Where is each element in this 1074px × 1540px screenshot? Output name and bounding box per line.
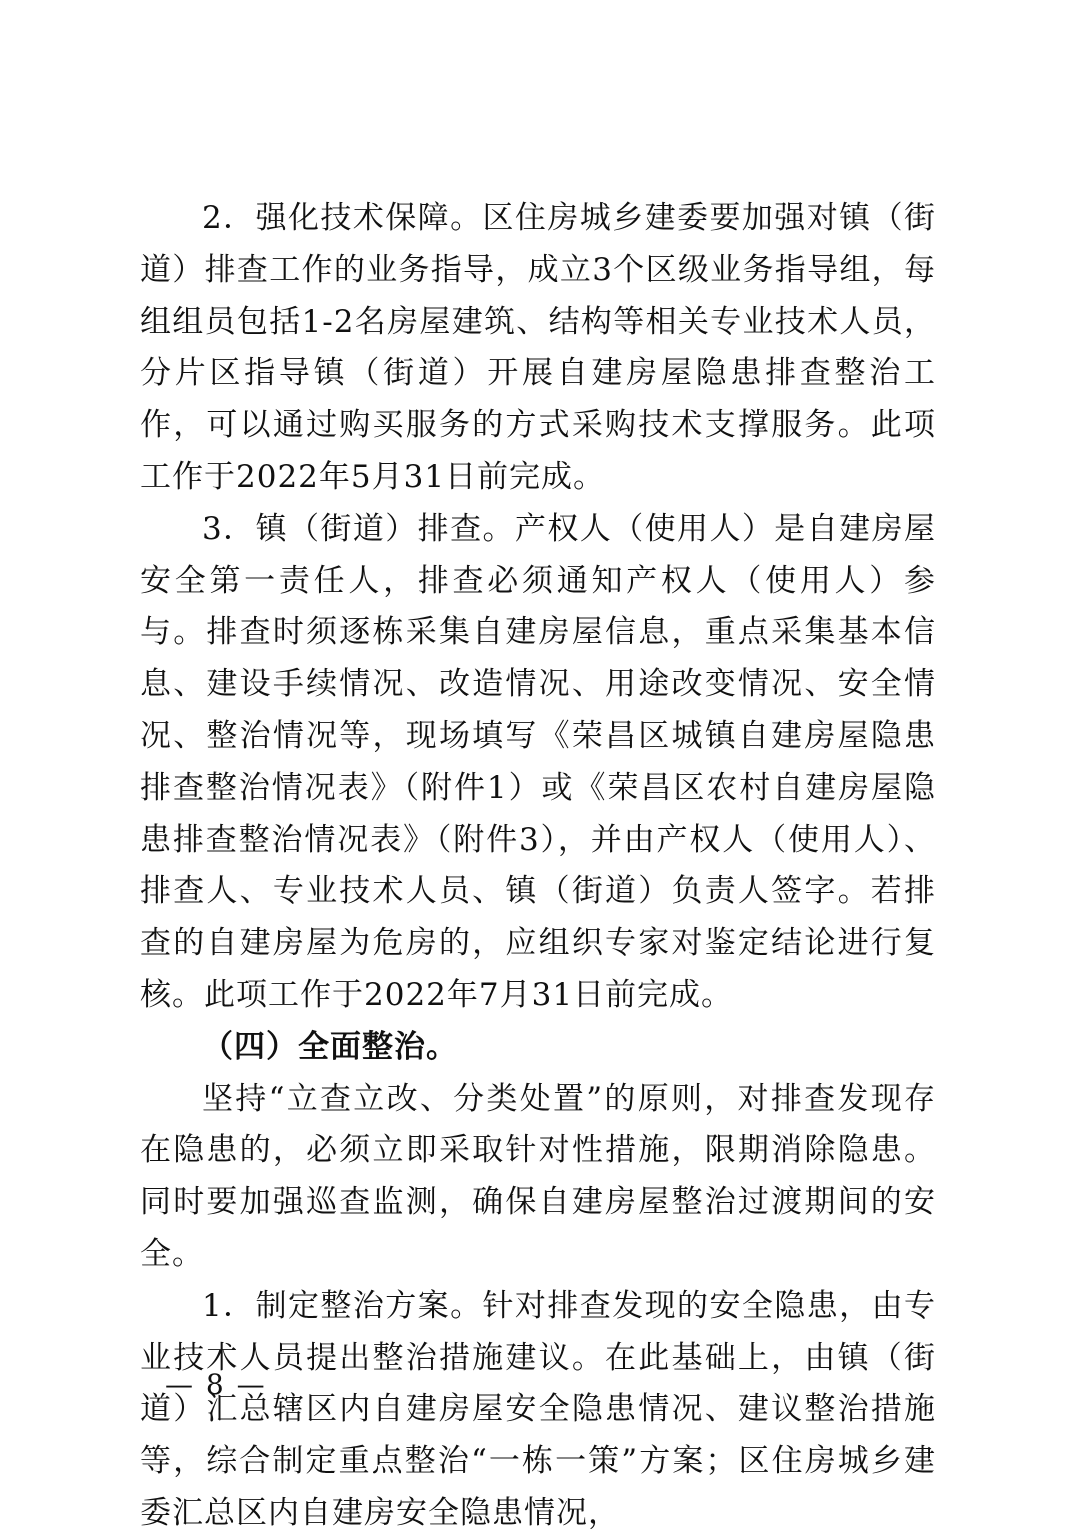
- section-heading-comprehensive-rectification: （四）全面整治。: [202, 1028, 458, 1065]
- document-body: [140, 193, 936, 1540]
- paragraph-technical-support: 2．强化技术保障。区住房城乡建委要加强对镇（街道）排查工作的业务指导，成立3个区级业务指导组，每组组员包括1-2名房屋建筑、结构等相关专业技术人员，分片区指导镇（街道）开展自建房屋隐患排查整治工作，可以通过购买服务的方式采购技术支撑服务。此项工作于2022年5月31日前完成。: [140, 200, 936, 495]
- paragraph-town-inspection: 3．镇（街道）排查。产权人（使用人）是自建房屋安全第一责任人，排查必须通知产权人（使用人）参与。排查时须逐栋采集自建房屋信息，重点采集基本信息、建设手续情况、改造情况、用途改变情况、安全情况、整治情况等，现场填写《荣昌区城镇自建房屋隐患排查整治情况表》（附件1）或《荣昌区农村自建房屋隐患排查整治情况表》（附件3），并由产权人（使用人）、排查人、专业技术人员、镇（街道）负责人签字。若排查的自建房屋为危房的，应组织专家对鉴定结论进行复核。此项工作于2022年7月31日前完成。: [140, 510, 936, 1013]
- paragraph-rectification-plan: 1．制定整治方案。针对排查发现的安全隐患，由专业技术人员提出整治措施建议。在此基础上，由镇（街道）汇总辖区内自建房屋安全隐患情况、建议整治措施等，综合制定重点整治“一栋一策”方案；区住房城乡建委汇总区内自建房安全隐患情况，: [140, 1287, 936, 1531]
- paragraph-rectification-principle: 坚持“立查立改、分类处置”的原则，对排查发现存在隐患的，必须立即采取针对性措施，限期消除隐患。同时要加强巡查监测，确保自建房屋整治过渡期间的安全。: [140, 1080, 936, 1272]
- page-number: — 8 —: [165, 1368, 267, 1401]
